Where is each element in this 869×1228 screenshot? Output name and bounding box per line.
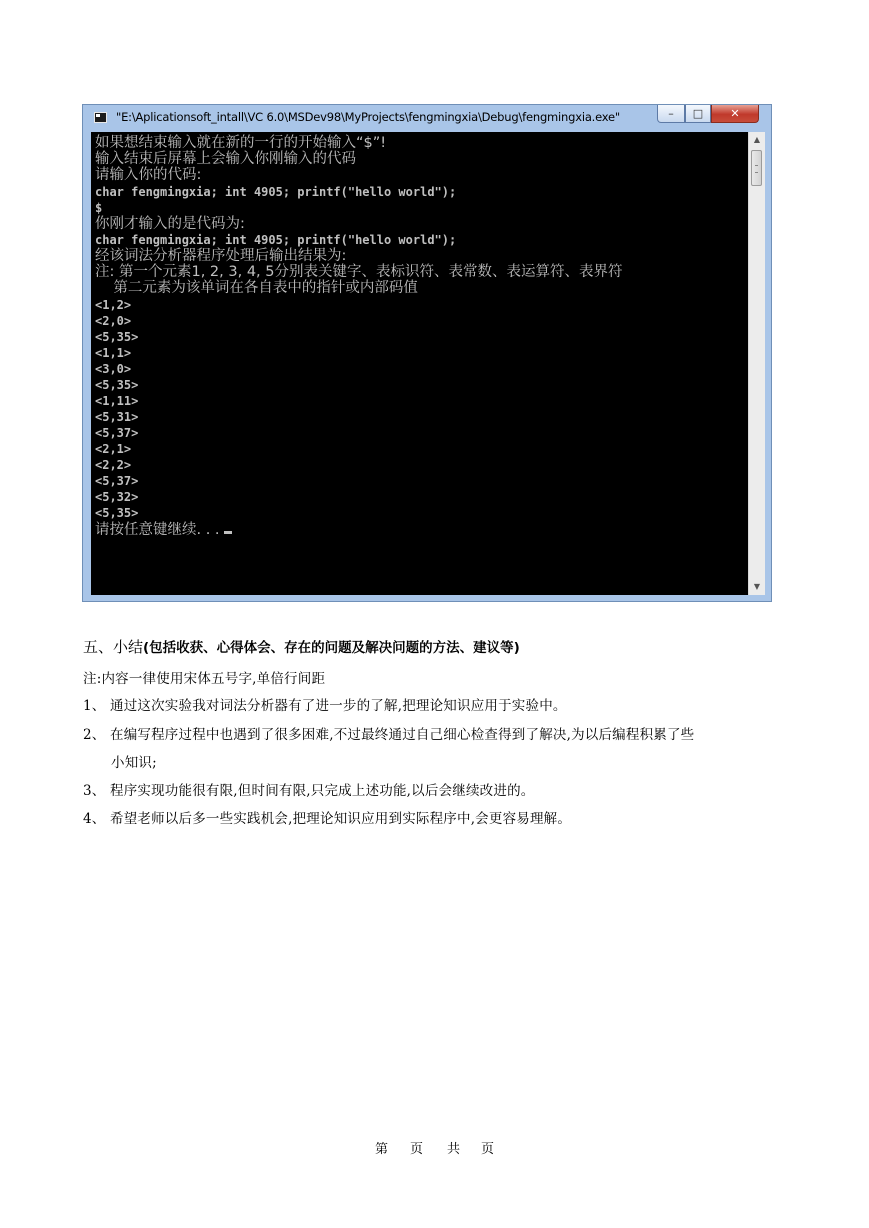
- console-prompt-text: 请按任意键继续. . .: [95, 522, 220, 538]
- list-item-number: 1、: [83, 698, 106, 714]
- footer-page-label: 第: [375, 1142, 389, 1157]
- console-prompt-line: [95, 522, 232, 538]
- list-item: [83, 694, 567, 714]
- console-window: [82, 104, 772, 602]
- close-button[interactable]: ✕: [711, 105, 759, 123]
- scroll-down-arrow-icon[interactable]: ▼: [753, 582, 761, 591]
- console-line: char fengmingxia; int 4905; printf("hello world");: [95, 233, 457, 247]
- console-line: <5,31>: [95, 410, 139, 424]
- console-line: char fengmingxia; int 4905; printf("hello world");: [95, 185, 457, 199]
- minimize-button[interactable]: –: [657, 105, 685, 123]
- list-item-number: 4、: [83, 811, 106, 827]
- console-line: <1,1>: [95, 346, 132, 360]
- console-line: 第二元素为该单词在各自表中的指针或内部码值: [95, 280, 418, 296]
- text-cursor: [224, 531, 232, 534]
- console-line: 如果想结束输入就在新的一行的开始输入“$”!: [95, 135, 387, 151]
- list-item-continuation: 小知识;: [111, 755, 157, 771]
- maximize-button[interactable]: □: [685, 105, 711, 123]
- console-line: <5,35>: [95, 330, 139, 344]
- list-item-number: 2、: [83, 727, 106, 743]
- list-item-number: 3、: [83, 783, 106, 799]
- console-line: <2,0>: [95, 314, 132, 328]
- scroll-up-arrow-icon[interactable]: ▲: [753, 135, 761, 144]
- list-item: [83, 807, 571, 827]
- console-line: <5,35>: [95, 378, 139, 392]
- console-line: <2,1>: [95, 442, 132, 456]
- console-line: 注: 第一个元素1, 2, 3, 4, 5分别表关键字、表标识符、表常数、表运算符、表界符: [95, 264, 623, 280]
- vertical-scrollbar[interactable]: [748, 132, 765, 595]
- console-output[interactable]: [91, 132, 748, 595]
- console-line: 你刚才输入的是代码为:: [95, 216, 245, 232]
- console-line: <5,37>: [95, 426, 139, 440]
- console-line: 请输入你的代码:: [95, 167, 202, 183]
- console-title-bar[interactable]: [83, 105, 771, 131]
- list-item: [83, 779, 534, 799]
- console-line: 经该词法分析器程序处理后输出结果为:: [95, 248, 347, 264]
- scrollbar-thumb[interactable]: [751, 150, 762, 186]
- list-item: [83, 723, 694, 743]
- section-subtitle: (包括收获、心得体会、存在的问题及解决问题的方法、建议等): [143, 640, 520, 656]
- console-line: $: [95, 201, 103, 215]
- console-line: 输入结束后屏幕上会输入你刚输入的代码: [95, 151, 356, 167]
- footer-page-unit: 页: [410, 1142, 424, 1157]
- list-item-text: 程序实现功能很有限,但时间有限,只完成上述功能,以后会继续改进的。: [110, 783, 535, 799]
- console-line: <1,11>: [95, 394, 139, 408]
- console-line: <2,2>: [95, 458, 132, 472]
- footer-total-label: 共: [447, 1142, 461, 1157]
- console-line: <5,32>: [95, 490, 139, 504]
- console-line: <1,2>: [95, 298, 132, 312]
- list-item-text: 通过这次实验我对词法分析器有了进一步的了解,把理论知识应用于实验中。: [110, 698, 567, 714]
- console-line: <5,37>: [95, 474, 139, 488]
- console-line: <3,0>: [95, 362, 132, 376]
- format-note: 注:内容一律使用宋体五号字,单倍行间距: [83, 671, 326, 687]
- console-app-icon[interactable]: [94, 112, 107, 123]
- list-item-text: 希望老师以后多一些实践机会,把理论知识应用到实际程序中,会更容易理解。: [110, 811, 572, 827]
- console-line: <5,35>: [95, 506, 139, 520]
- section-heading: [83, 636, 520, 657]
- console-title: "E:\Aplicationsoft_intall\VC 6.0\MSDev98\MyProjects\fengmingxia\Debug\fengmingxia.exe": [116, 110, 621, 124]
- section-title: 五、小结: [83, 638, 144, 656]
- footer-total-unit: 页: [481, 1142, 495, 1157]
- list-item-text: 在编写程序过程中也遇到了很多困难,不过最终通过自己细心检查得到了解决,为以后编程积累了些: [110, 727, 695, 743]
